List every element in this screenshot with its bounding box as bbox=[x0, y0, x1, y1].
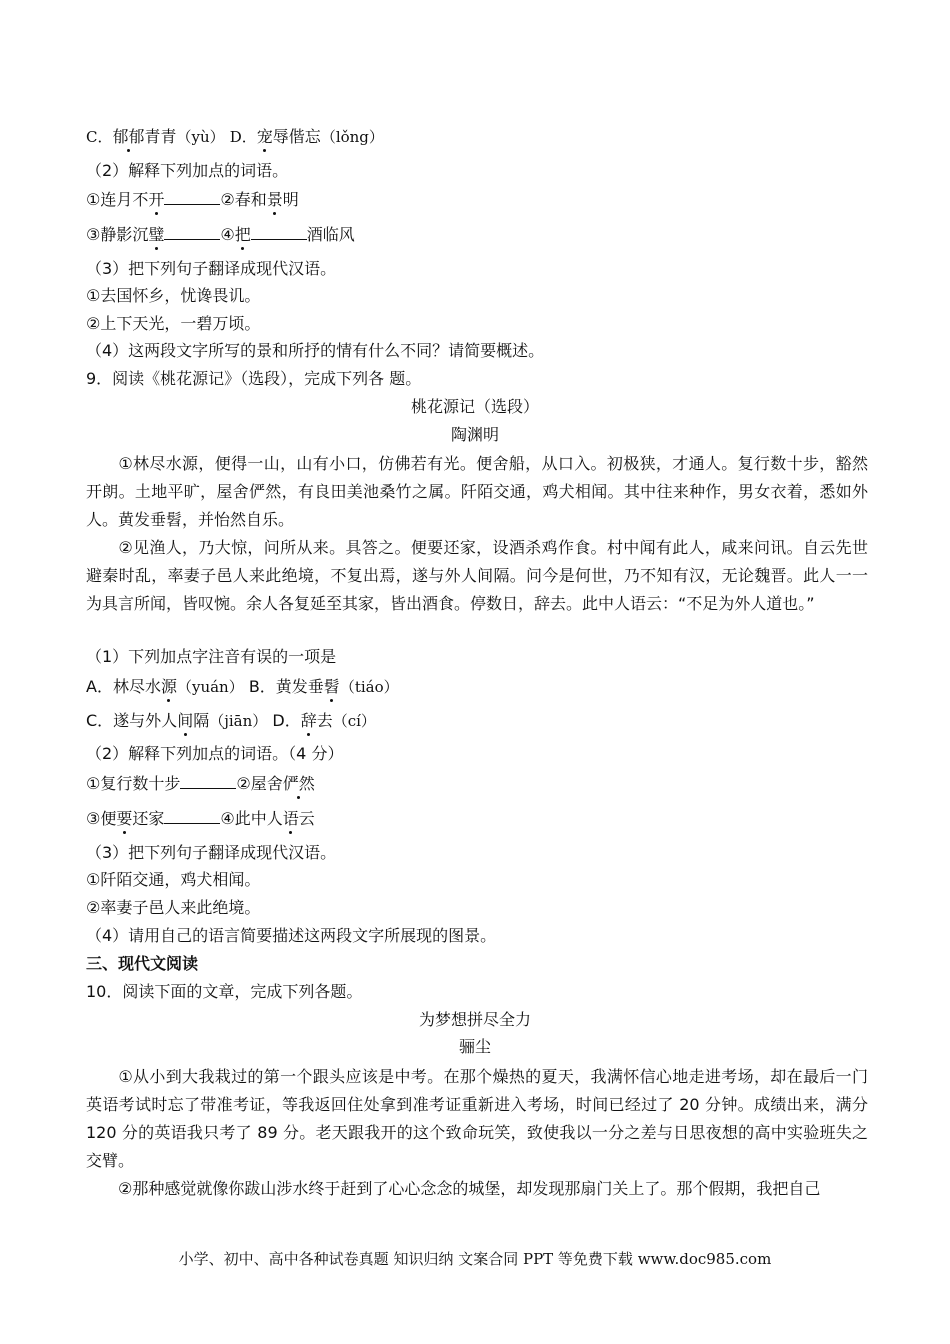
q8-option-d-pinyin: （lǒng） bbox=[320, 128, 384, 146]
q9-sub1: （1）下列加点字注音有误的一项是 bbox=[86, 647, 337, 666]
q9-para2-text: ②见渔人，乃大惊，问所从来。具答之。便要还家，设酒杀鸡作食。村中闻有此人，咸来问讯。自云先世避秦时乱，率妻子邑人来此绝境，不复出焉，遂与外人间隔。问今是何世，乃不知有汉，无论魏晋。此人一一为具言所闻，皆叹惋。余人各复延至其家，皆出酒食。停数日，辞去。此中人语云：“不足为外人道也。” bbox=[86, 538, 868, 613]
answer-blank[interactable] bbox=[164, 809, 220, 824]
q9-options-cd bbox=[86, 710, 376, 732]
section-3-heading: 三、现代文阅读 bbox=[86, 954, 199, 973]
q9-sub2-item4: ④此中人 bbox=[220, 809, 283, 828]
q9-sub2-item3-post: 还家 bbox=[132, 809, 165, 828]
q9-option-c-post: 隔 bbox=[193, 711, 210, 730]
q9-sub3: （3）把下列句子翻译成现代汉语。 bbox=[86, 843, 337, 862]
q9-sub2-item2: ②屋舍 bbox=[236, 774, 283, 793]
q10-para1-text: ①从小到大我栽过的第一个跟头应该是中考。在那个燥热的夏天，我满怀信心地走进考场，却在最后一门英语考试时忘了带准考证，等我返回住处拿到准考证重新进入考场，时间已经过了 20 分钟。成绩出来，满分 120 分的英语我只考了 89 分。老天跟我开的这个致命玩笑，致使我以一分之差与日思夜想的高中实验班失之交臂。 bbox=[86, 1067, 868, 1170]
q9-option-b: B．黄发垂 bbox=[248, 677, 324, 696]
q9-option-c: C．遂与外人 bbox=[86, 711, 178, 730]
q9-option-d: D． bbox=[272, 711, 301, 730]
q9-passage-para1 bbox=[86, 450, 868, 534]
q8-sub2-item3: ③静影沉 bbox=[86, 225, 149, 244]
answer-blank[interactable] bbox=[164, 190, 220, 205]
q9-sub2-row2 bbox=[86, 808, 315, 830]
q9-sub2-item2-dot: 俨然 bbox=[282, 774, 315, 793]
q9-sub4: （4）请用自己的语言简要描述这两段文字所展现的图景。 bbox=[86, 926, 497, 945]
q9-passage-para2 bbox=[86, 534, 868, 618]
q9-sub2-row1 bbox=[86, 773, 315, 795]
q9-option-b-dot: 髫 bbox=[323, 677, 340, 696]
q9-sub2-item3: ③便 bbox=[86, 809, 117, 828]
q8-sub2-item2-post: 明 bbox=[282, 190, 299, 209]
q8-sub2-row1 bbox=[86, 189, 299, 211]
q9-option-a-dot: 源 bbox=[160, 677, 177, 696]
q8-sub3-s2: ②上下天光，一碧万顷。 bbox=[86, 314, 261, 333]
q9-sub2-item4-dot: 语 bbox=[282, 809, 299, 828]
q8-sub3: （3）把下列句子翻译成现代汉语。 bbox=[86, 259, 337, 278]
q10-title: 为梦想拼尽全力 bbox=[418, 1010, 531, 1029]
q10-stem: 10．阅读下面的文章，完成下列各题。 bbox=[86, 982, 363, 1001]
q9-sub2: （2）解释下列加点的词语。（4 分） bbox=[86, 744, 344, 763]
q8-sub3-s1: ①去国怀乡，忧谗畏讥。 bbox=[86, 286, 261, 305]
q9-option-b-pinyin: （tiáo） bbox=[339, 678, 399, 696]
answer-blank[interactable] bbox=[251, 225, 307, 240]
q9-option-d-dot: 辞 bbox=[300, 711, 317, 730]
q8-sub2-item2: ②春和 bbox=[220, 190, 267, 209]
q8-sub4: （4）这两段文字所写的景和所抒的情有什么不同？请简要概述。 bbox=[86, 341, 545, 360]
q8-sub2-item2-dot: 景 bbox=[266, 190, 283, 209]
q9-option-a-pinyin: （yuán） bbox=[176, 678, 244, 696]
q8-sub2: （2）解释下列加点的词语。 bbox=[86, 161, 289, 180]
q9-author: 陶渊明 bbox=[450, 425, 499, 444]
answer-blank[interactable] bbox=[164, 225, 220, 240]
q10-author: 骊尘 bbox=[458, 1037, 491, 1056]
q9-para1-text: ①林尽水源，便得一山，山有小口，仿佛若有光。便舍船，从口入。初极狭，才通人。复行数十步，豁然开朗。土地平旷，屋舍俨然，有良田美池桑竹之属。阡陌交通，鸡犬相闻。其中往来种作，男女衣着，悉如外人。黄发垂髫，并怡然自乐。 bbox=[86, 454, 868, 529]
q9-title: 桃花源记（选段） bbox=[410, 397, 539, 416]
q8-option-d-dotted: 宠 bbox=[256, 127, 273, 146]
q10-passage-para2 bbox=[86, 1175, 868, 1203]
q8-sub2-item1: ①连月不 bbox=[86, 190, 149, 209]
q9-options-ab bbox=[86, 676, 399, 698]
q9-sub3-s1: ①阡陌交通，鸡犬相闻。 bbox=[86, 870, 261, 889]
q10-passage-para1 bbox=[86, 1063, 868, 1175]
q9-sub3-s2: ②率妻子邑人来此绝境。 bbox=[86, 898, 261, 917]
q8-sub2-row2 bbox=[86, 224, 355, 246]
q8-option-c-prefix: C． bbox=[86, 128, 113, 146]
q8-option-d-rest: 辱偕忘 bbox=[272, 127, 321, 146]
q8-option-c-rest: 青青 bbox=[144, 127, 177, 146]
q8-sub2-item1-dot: 开 bbox=[148, 190, 165, 209]
q8-option-d-prefix: D． bbox=[229, 128, 257, 146]
q9-sub2-item3-dot: 要 bbox=[116, 809, 133, 828]
q8-sub2-item4-dot: 把 bbox=[234, 225, 251, 244]
q8-option-c-pinyin: （yù） bbox=[176, 128, 225, 146]
q9-option-c-dot: 间 bbox=[177, 711, 194, 730]
q9-stem: 9．阅读《桃花源记》（选段），完成下列各 题。 bbox=[86, 369, 422, 388]
q9-option-a: A．林尽水 bbox=[86, 677, 161, 696]
q8-sub2-item4-post: 酒临风 bbox=[306, 225, 355, 244]
q9-option-c-pinyin: （jiān） bbox=[209, 712, 268, 730]
q10-para2-text: ②那种感觉就像你跋山涉水终于赶到了心心念念的城堡，却发现那扇门关上了。那个假期，我把自己 bbox=[118, 1179, 821, 1198]
q8-options-cd bbox=[86, 126, 384, 148]
q8-sub2-item4: ④ bbox=[220, 225, 235, 244]
q9-sub2-item4-post: 云 bbox=[298, 809, 315, 828]
page-footer: 小学、初中、高中各种试卷真题 知识归纳 文案合同 PPT 等免费下载 www.doc985.com bbox=[178, 1250, 772, 1268]
q8-sub2-item3-dot: 璧 bbox=[148, 225, 165, 244]
q8-option-c-dotted: 郁郁 bbox=[112, 127, 145, 146]
answer-blank[interactable] bbox=[180, 774, 236, 789]
q9-option-d-post: 去 bbox=[316, 711, 333, 730]
q9-sub2-item1: ①复行数十步 bbox=[86, 774, 181, 793]
q9-option-d-pinyin: （cí） bbox=[332, 712, 376, 730]
